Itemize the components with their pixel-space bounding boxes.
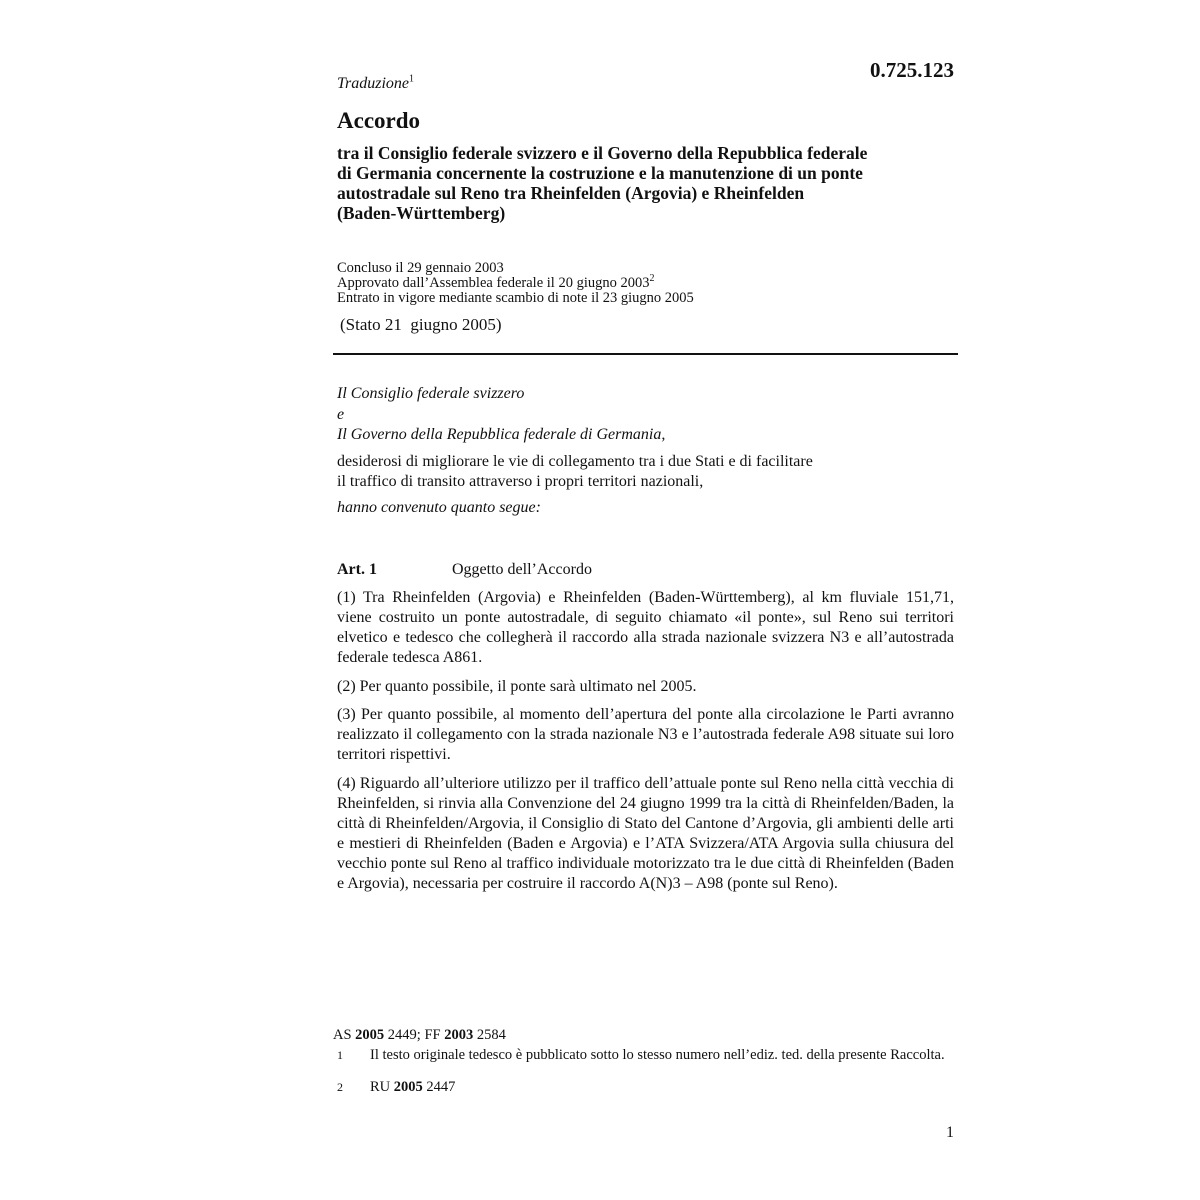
footnote-2-year: 2005 xyxy=(393,1079,423,1095)
ref-as-year: 2005 xyxy=(355,1027,385,1043)
document-title: Accordo xyxy=(337,108,421,133)
preamble-closing: hanno convenuto quanto segue: xyxy=(337,499,541,516)
footnote-2-prefix: RU xyxy=(370,1079,394,1095)
approved-date xyxy=(337,273,957,291)
translation-label xyxy=(337,75,414,93)
party-switzerland: Il Consiglio federale svizzero xyxy=(337,385,525,402)
article-paragraph-2: (2) Per quanto possibile, il ponte sarà ultimato nel 2005. xyxy=(337,678,697,695)
footnote-text-1: Il testo originale tedesco è pubblicato sotto lo stesso numero nell’ediz. ted. della presente Raccolta. xyxy=(370,1047,945,1063)
concluded-date: Concluso il 29 gennaio 2003 xyxy=(337,260,504,276)
footnote-number-1: 1 xyxy=(337,1048,343,1062)
ref-as-page: 2449; FF xyxy=(384,1027,445,1043)
article-title: Oggetto dell’Accordo xyxy=(452,561,592,578)
document-subtitle xyxy=(337,143,962,223)
ref-ff-year: 2003 xyxy=(444,1027,474,1043)
party-conjunction: e xyxy=(337,406,345,423)
article-paragraph-3: (3) Per quanto possibile, al momento dell’apertura del ponte alla circolazione le Parti avranno realizzato il collegamento con la strada nazionale N3 e l’autostrada federale A98 situate sui loro territori rispettivi. xyxy=(337,706,954,763)
page-number: 1 xyxy=(946,1124,954,1141)
footnote-ref-1[interactable]: 1 xyxy=(409,73,415,85)
preamble-line: il traffico di transito attraverso i propri territori nazionali, xyxy=(337,473,704,490)
footnote-ref-2[interactable]: 2 xyxy=(649,273,655,285)
preamble-text xyxy=(337,452,937,492)
official-collection-reference xyxy=(333,1027,506,1044)
article-paragraph-4: (4) Riguardo all’ulteriore utilizzo per il traffico dell’attuale ponte sul Reno nella città vecchia di Rheinfelden, si rinvia alla Convenzione del 24 giugno 1999 tra la città di Rheinfelden/Baden, la città di Rheinfelden/Argovia, il Consiglio di Stato del Cantone d’Argovia, gli ambienti delle arti e mestieri di Rheinfelden (Baden e Argovia) e l’ATA Svizzera/ATA Argovia sulla chiusura del vecchio ponte sul Reno al traffico individuale motorizzato tra le due città di Rheinfelden (Baden e Argovia), necessaria per costruire il raccordo A(N)3 – A98 (ponte sul Reno). xyxy=(337,775,954,892)
footnote-2-suffix: 2447 xyxy=(422,1079,456,1095)
party-germany: Il Governo della Repubblica federale di Germania, xyxy=(337,426,666,443)
entry-into-force-date: Entrato in vigore mediante scambio di note il 23 giugno 2005 xyxy=(337,290,694,306)
header-divider xyxy=(333,353,958,355)
translation-label-text: Traduzione xyxy=(337,75,410,92)
approved-date-text: Approvato dall’Assemblea federale il 20 giugno 2003 xyxy=(337,275,650,291)
subtitle-line: (Baden-Württemberg) xyxy=(337,203,506,223)
ref-as-label: AS xyxy=(333,1027,356,1043)
dates-block xyxy=(337,261,957,306)
ref-ff-page: 2584 xyxy=(473,1027,506,1043)
article-paragraph-1: (1) Tra Rheinfelden (Argovia) e Rheinfelden (Baden-Württemberg), al km fluviale 151,71, viene costruito un ponte autostradale, di seguito chiamato «il ponte», sul Reno sui territori elvetico e tedesco che collegherà il raccordo alla strada nazionale svizzera N3 e all’autostrada federale tedesca A861. xyxy=(337,589,954,666)
article-number: Art. 1 xyxy=(337,561,377,578)
footnote-text-2 xyxy=(370,1080,955,1095)
status-date: (Stato 21 giugno 2005) xyxy=(340,315,502,334)
subtitle-line: tra il Consiglio federale svizzero e il Governo della Repubblica federale xyxy=(337,143,868,163)
subtitle-line: autostradale sul Reno tra Rheinfelden (Argovia) e Rheinfelden xyxy=(337,183,805,203)
document-number: 0.725.123 xyxy=(870,58,954,82)
preamble-line: desiderosi di migliorare le vie di collegamento tra i due Stati e di facilitare xyxy=(337,453,813,470)
subtitle-line: di Germania concernente la costruzione e la manutenzione di un ponte xyxy=(337,163,863,183)
footnote-number-2: 2 xyxy=(337,1080,343,1094)
